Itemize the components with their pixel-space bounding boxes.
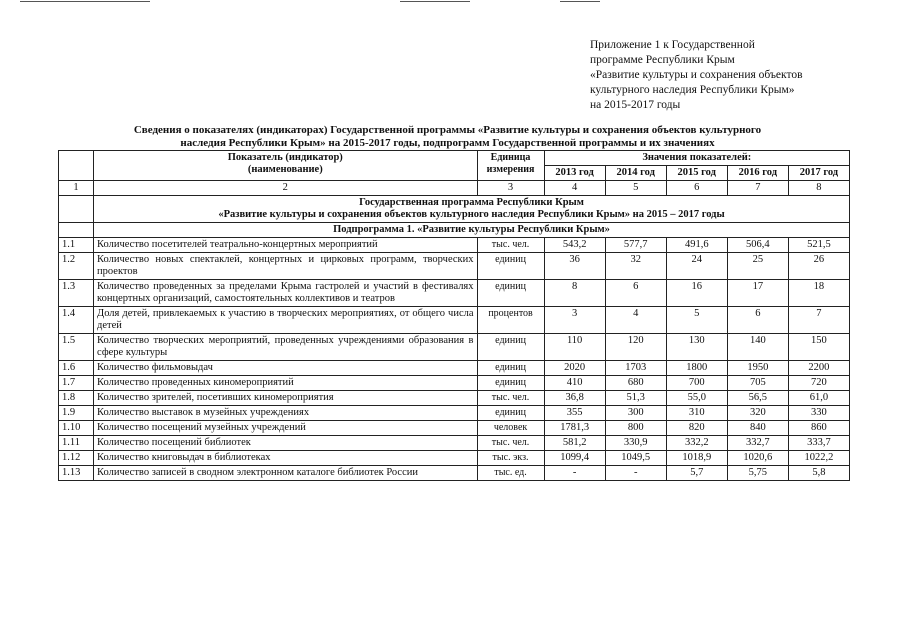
value-cell: 36 [544,253,605,280]
value-cell: 7 [788,307,849,334]
indicator-name: Количество книговыдач в библиотеках [94,451,477,466]
header-unit: Единица измерения [477,151,544,181]
row-number: 1.4 [59,307,94,334]
table-row [59,406,850,421]
value-cell: 700 [666,376,727,391]
indicator-name: Доля детей, привлекаемых к участию в творческих мероприятиях, от общего числа детей [94,307,477,334]
table-row [59,280,850,307]
value-cell: 3 [544,307,605,334]
value-cell: 330,9 [605,436,666,451]
header-num-cell [59,151,94,181]
table-row [59,361,850,376]
row-number: 1.11 [59,436,94,451]
column-number-row [59,181,850,196]
row-number: 1.1 [59,238,94,253]
column-number: 4 [544,181,605,196]
indicator-name: Количество творческих мероприятий, проведенных учреждениями образования в сфере культуры [94,334,477,361]
table-row [59,421,850,436]
unit-cell: единиц [477,280,544,307]
table-row [59,466,850,481]
value-cell: 32 [605,253,666,280]
value-cell: 24 [666,253,727,280]
unit-cell: тыс. чел. [477,238,544,253]
indicator-name: Количество проведенных за пределами Крыма гастролей и участий в фестивалях концертных организаций, самостоятельных коллективов и театров [94,280,477,307]
row-number: 1.7 [59,376,94,391]
column-number: 7 [727,181,788,196]
appendix-line: Приложение 1 к Государственной [590,39,755,51]
table-row [59,436,850,451]
row-number: 1.3 [59,280,94,307]
value-cell: 2200 [788,361,849,376]
value-cell: 55,0 [666,391,727,406]
value-cell: 330 [788,406,849,421]
value-cell: 1800 [666,361,727,376]
value-cell: 720 [788,376,849,391]
indicators-table [58,150,850,481]
subprogram-row [59,223,850,238]
row-number: 1.12 [59,451,94,466]
value-cell: 1020,6 [727,451,788,466]
row-number: 1.9 [59,406,94,421]
value-cell: 506,4 [727,238,788,253]
appendix-line: на 2015-2017 годы [590,99,681,111]
value-cell: 355 [544,406,605,421]
column-number: 3 [477,181,544,196]
value-cell: 840 [727,421,788,436]
appendix-note [590,38,880,113]
document-title [40,124,855,150]
program-title-line: «Развитие культуры и сохранения объектов культурного наследия Республики Крым» на 2015 – 2017 годы [218,209,725,220]
value-cell: 310 [666,406,727,421]
row-number: 1.8 [59,391,94,406]
value-cell: 140 [727,334,788,361]
indicator-name: Количество посещений библиотек [94,436,477,451]
value-cell: 1703 [605,361,666,376]
unit-cell: тыс. ед. [477,466,544,481]
program-num-cell [59,196,94,223]
value-cell: 8 [544,280,605,307]
value-cell: 150 [788,334,849,361]
table-row [59,253,850,280]
header-indicator [94,151,477,181]
unit-cell: тыс. экз. [477,451,544,466]
title-line: Сведения о показателях (индикаторах) Государственной программы «Развитие культуры и сохранения объектов культурного [133,124,762,136]
row-number: 1.10 [59,421,94,436]
indicator-name: Количество выставок в музейных учреждениях [94,406,477,421]
subprogram-num-cell [59,223,94,238]
value-cell: 1950 [727,361,788,376]
header-year: 2017 год [788,166,849,181]
unit-cell: тыс. чел. [477,391,544,406]
value-cell: 110 [544,334,605,361]
value-cell: 320 [727,406,788,421]
value-cell: 410 [544,376,605,391]
row-number: 1.5 [59,334,94,361]
value-cell: 36,8 [544,391,605,406]
header-year: 2014 год [605,166,666,181]
program-title-line: Государственная программа Республики Крым [359,197,584,208]
column-number: 1 [59,181,94,196]
indicator-name: Количество проведенных киномероприятий [94,376,477,391]
indicator-name: Количество новых спектаклей, концертных и цирковых программ, творческих проектов [94,253,477,280]
value-cell: 800 [605,421,666,436]
value-cell: 1018,9 [666,451,727,466]
column-number: 5 [605,181,666,196]
appendix-line: программе Республики Крым [590,54,735,66]
value-cell: 56,5 [727,391,788,406]
header-year: 2015 год [666,166,727,181]
row-number: 1.6 [59,361,94,376]
column-number: 6 [666,181,727,196]
indicator-name: Количество посещений музейных учреждений [94,421,477,436]
scan-mark [560,1,600,2]
table-row [59,238,850,253]
unit-cell: единиц [477,334,544,361]
value-cell: 581,2 [544,436,605,451]
value-cell: 332,2 [666,436,727,451]
column-number: 2 [94,181,477,196]
appendix-line: «Развитие культуры и сохранения объектов [590,69,803,81]
value-cell: 25 [727,253,788,280]
value-cell: 820 [666,421,727,436]
header-row [59,151,850,166]
program-row [59,196,850,223]
table-row [59,334,850,361]
unit-cell: процентов [477,307,544,334]
value-cell: 521,5 [788,238,849,253]
unit-cell: единиц [477,376,544,391]
appendix-line: культурного наследия Республики Крым» [590,84,795,96]
value-cell: 6 [605,280,666,307]
value-cell: - [544,466,605,481]
program-title [94,196,850,223]
value-cell: 300 [605,406,666,421]
value-cell: 1099,4 [544,451,605,466]
table-row [59,391,850,406]
value-cell: 705 [727,376,788,391]
value-cell: 18 [788,280,849,307]
unit-cell: тыс. чел. [477,436,544,451]
row-number: 1.13 [59,466,94,481]
unit-cell: единиц [477,406,544,421]
value-cell: 61,0 [788,391,849,406]
value-cell: 577,7 [605,238,666,253]
unit-cell: единиц [477,361,544,376]
value-cell: 491,6 [666,238,727,253]
header-year: 2016 год [727,166,788,181]
scan-mark [400,1,470,2]
header-indicator-label: Показатель (индикатор) [227,152,343,163]
value-cell: 332,7 [727,436,788,451]
value-cell: 5,8 [788,466,849,481]
value-cell: 860 [788,421,849,436]
value-cell: 5,75 [727,466,788,481]
value-cell: 6 [727,307,788,334]
table-row [59,376,850,391]
value-cell: 1022,2 [788,451,849,466]
value-cell: 120 [605,334,666,361]
header-values-group: Значения показателей: [544,151,849,166]
scan-mark [20,1,150,2]
value-cell: 130 [666,334,727,361]
value-cell: 1781,3 [544,421,605,436]
table-row [59,451,850,466]
value-cell: 680 [605,376,666,391]
subprogram-title: Подпрограмма 1. «Развитие культуры Республики Крым» [94,223,850,238]
value-cell: - [605,466,666,481]
value-cell: 333,7 [788,436,849,451]
value-cell: 5,7 [666,466,727,481]
value-cell: 16 [666,280,727,307]
column-number: 8 [788,181,849,196]
indicator-name: Количество посетителей театрально-концертных мероприятий [94,238,477,253]
title-line: наследия Республики Крым» на 2015-2017 годы, подпрограмм Государственной программы и их значениях [180,137,715,149]
value-cell: 543,2 [544,238,605,253]
table-row [59,307,850,334]
header-year: 2013 год [544,166,605,181]
row-number: 1.2 [59,253,94,280]
unit-cell: единиц [477,253,544,280]
unit-cell: человек [477,421,544,436]
value-cell: 4 [605,307,666,334]
indicator-name: Количество фильмовыдач [94,361,477,376]
value-cell: 5 [666,307,727,334]
value-cell: 1049,5 [605,451,666,466]
value-cell: 51,3 [605,391,666,406]
value-cell: 26 [788,253,849,280]
value-cell: 2020 [544,361,605,376]
value-cell: 17 [727,280,788,307]
header-indicator-sub: (наименование) [247,164,323,175]
indicator-name: Количество зрителей, посетивших киномероприятия [94,391,477,406]
indicator-name: Количество записей в сводном электронном каталоге библиотек России [94,466,477,481]
